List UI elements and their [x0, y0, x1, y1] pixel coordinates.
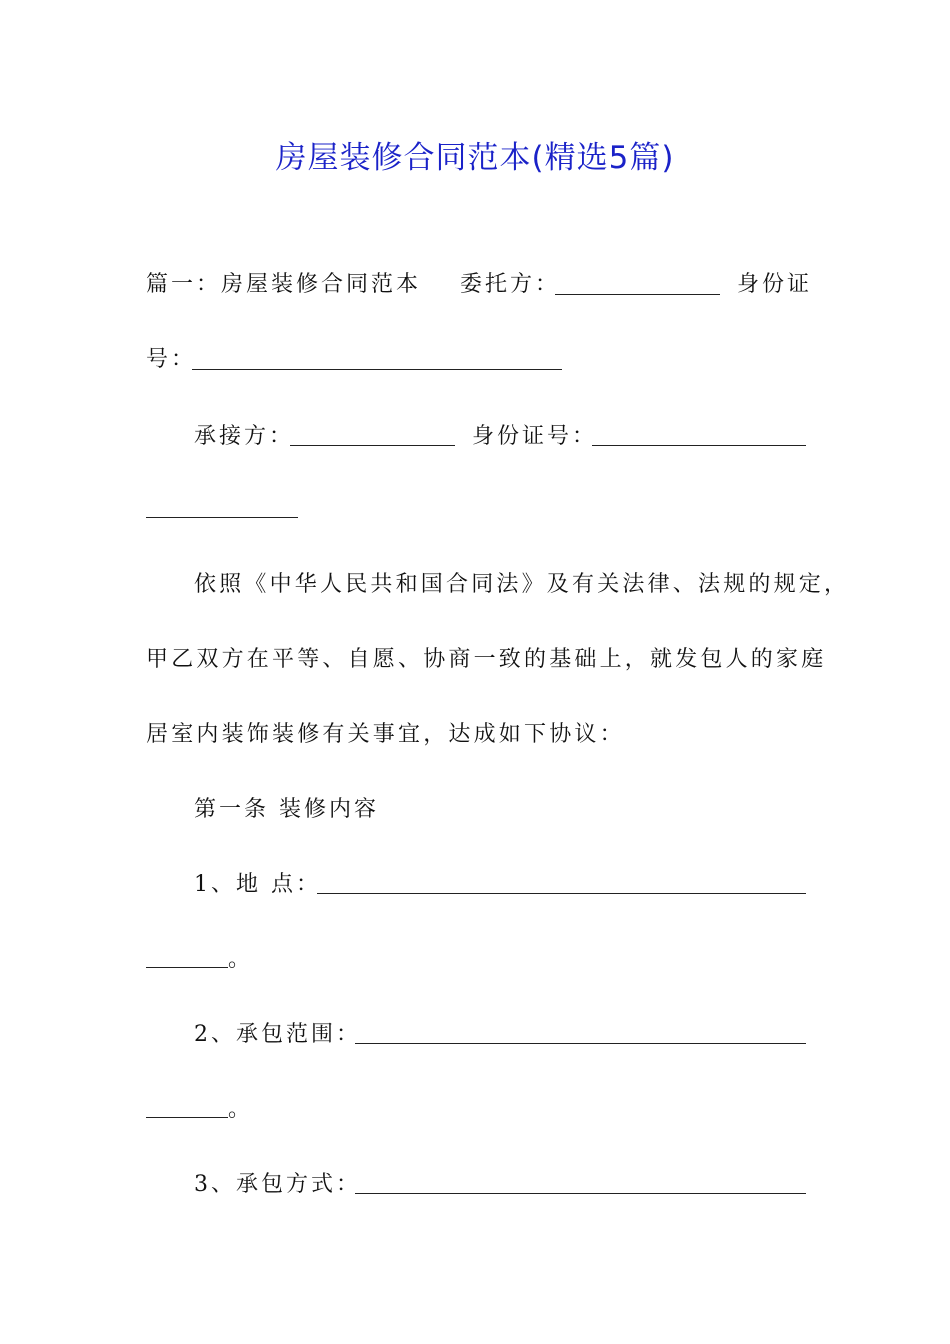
contractor-label: 承接方：	[194, 424, 295, 449]
client-id-label-b: 号：	[146, 347, 197, 372]
document-title: 房屋装修合同范本(精选5篇)	[275, 140, 675, 176]
contractor-id-label-line	[472, 422, 597, 452]
item2-end: 。	[228, 1097, 254, 1122]
item3-blank	[355, 1175, 806, 1194]
client-id-blank	[192, 351, 562, 370]
client-id-line	[146, 345, 196, 375]
item2-blank-continued	[146, 1099, 228, 1118]
item1-label: 1、地 点：	[194, 872, 321, 897]
section-heading: 篇一：房屋装修合同范本	[146, 272, 422, 297]
intro-line-3: 居室内装饰装修有关事宜，达成如下协议：	[146, 722, 625, 747]
item1-blank-continued	[146, 949, 228, 968]
item2-line	[194, 1020, 361, 1050]
item2-blank	[355, 1025, 806, 1044]
client-blank	[555, 276, 720, 295]
item1-end: 。	[228, 947, 254, 972]
client-line	[460, 270, 560, 300]
contractor-id-blank	[592, 427, 806, 446]
item1-blank	[317, 875, 806, 894]
item2-label: 2、承包范围：	[194, 1022, 361, 1047]
intro-line-2: 甲乙双方在平等、自愿、协商一致的基础上，就发包人的家庭	[146, 647, 827, 672]
contractor-blank	[290, 427, 455, 446]
client-id-label-a: 身份证	[737, 272, 813, 297]
contractor-id-label: 身份证号：	[472, 424, 598, 449]
intro-line-1: 依照《中华人民共和国合同法》及有关法律、法规的规定，	[194, 572, 850, 597]
item3-line	[194, 1170, 361, 1200]
item1-line	[194, 870, 321, 900]
client-id-label-line	[737, 270, 812, 300]
item3-label: 3、承包方式：	[194, 1172, 361, 1197]
section-heading-line	[146, 270, 421, 300]
client-label: 委托方：	[460, 272, 561, 297]
article1-heading: 第一条 装修内容	[194, 797, 379, 822]
contractor-id-blank-continued	[146, 499, 298, 518]
contractor-line	[194, 422, 294, 452]
